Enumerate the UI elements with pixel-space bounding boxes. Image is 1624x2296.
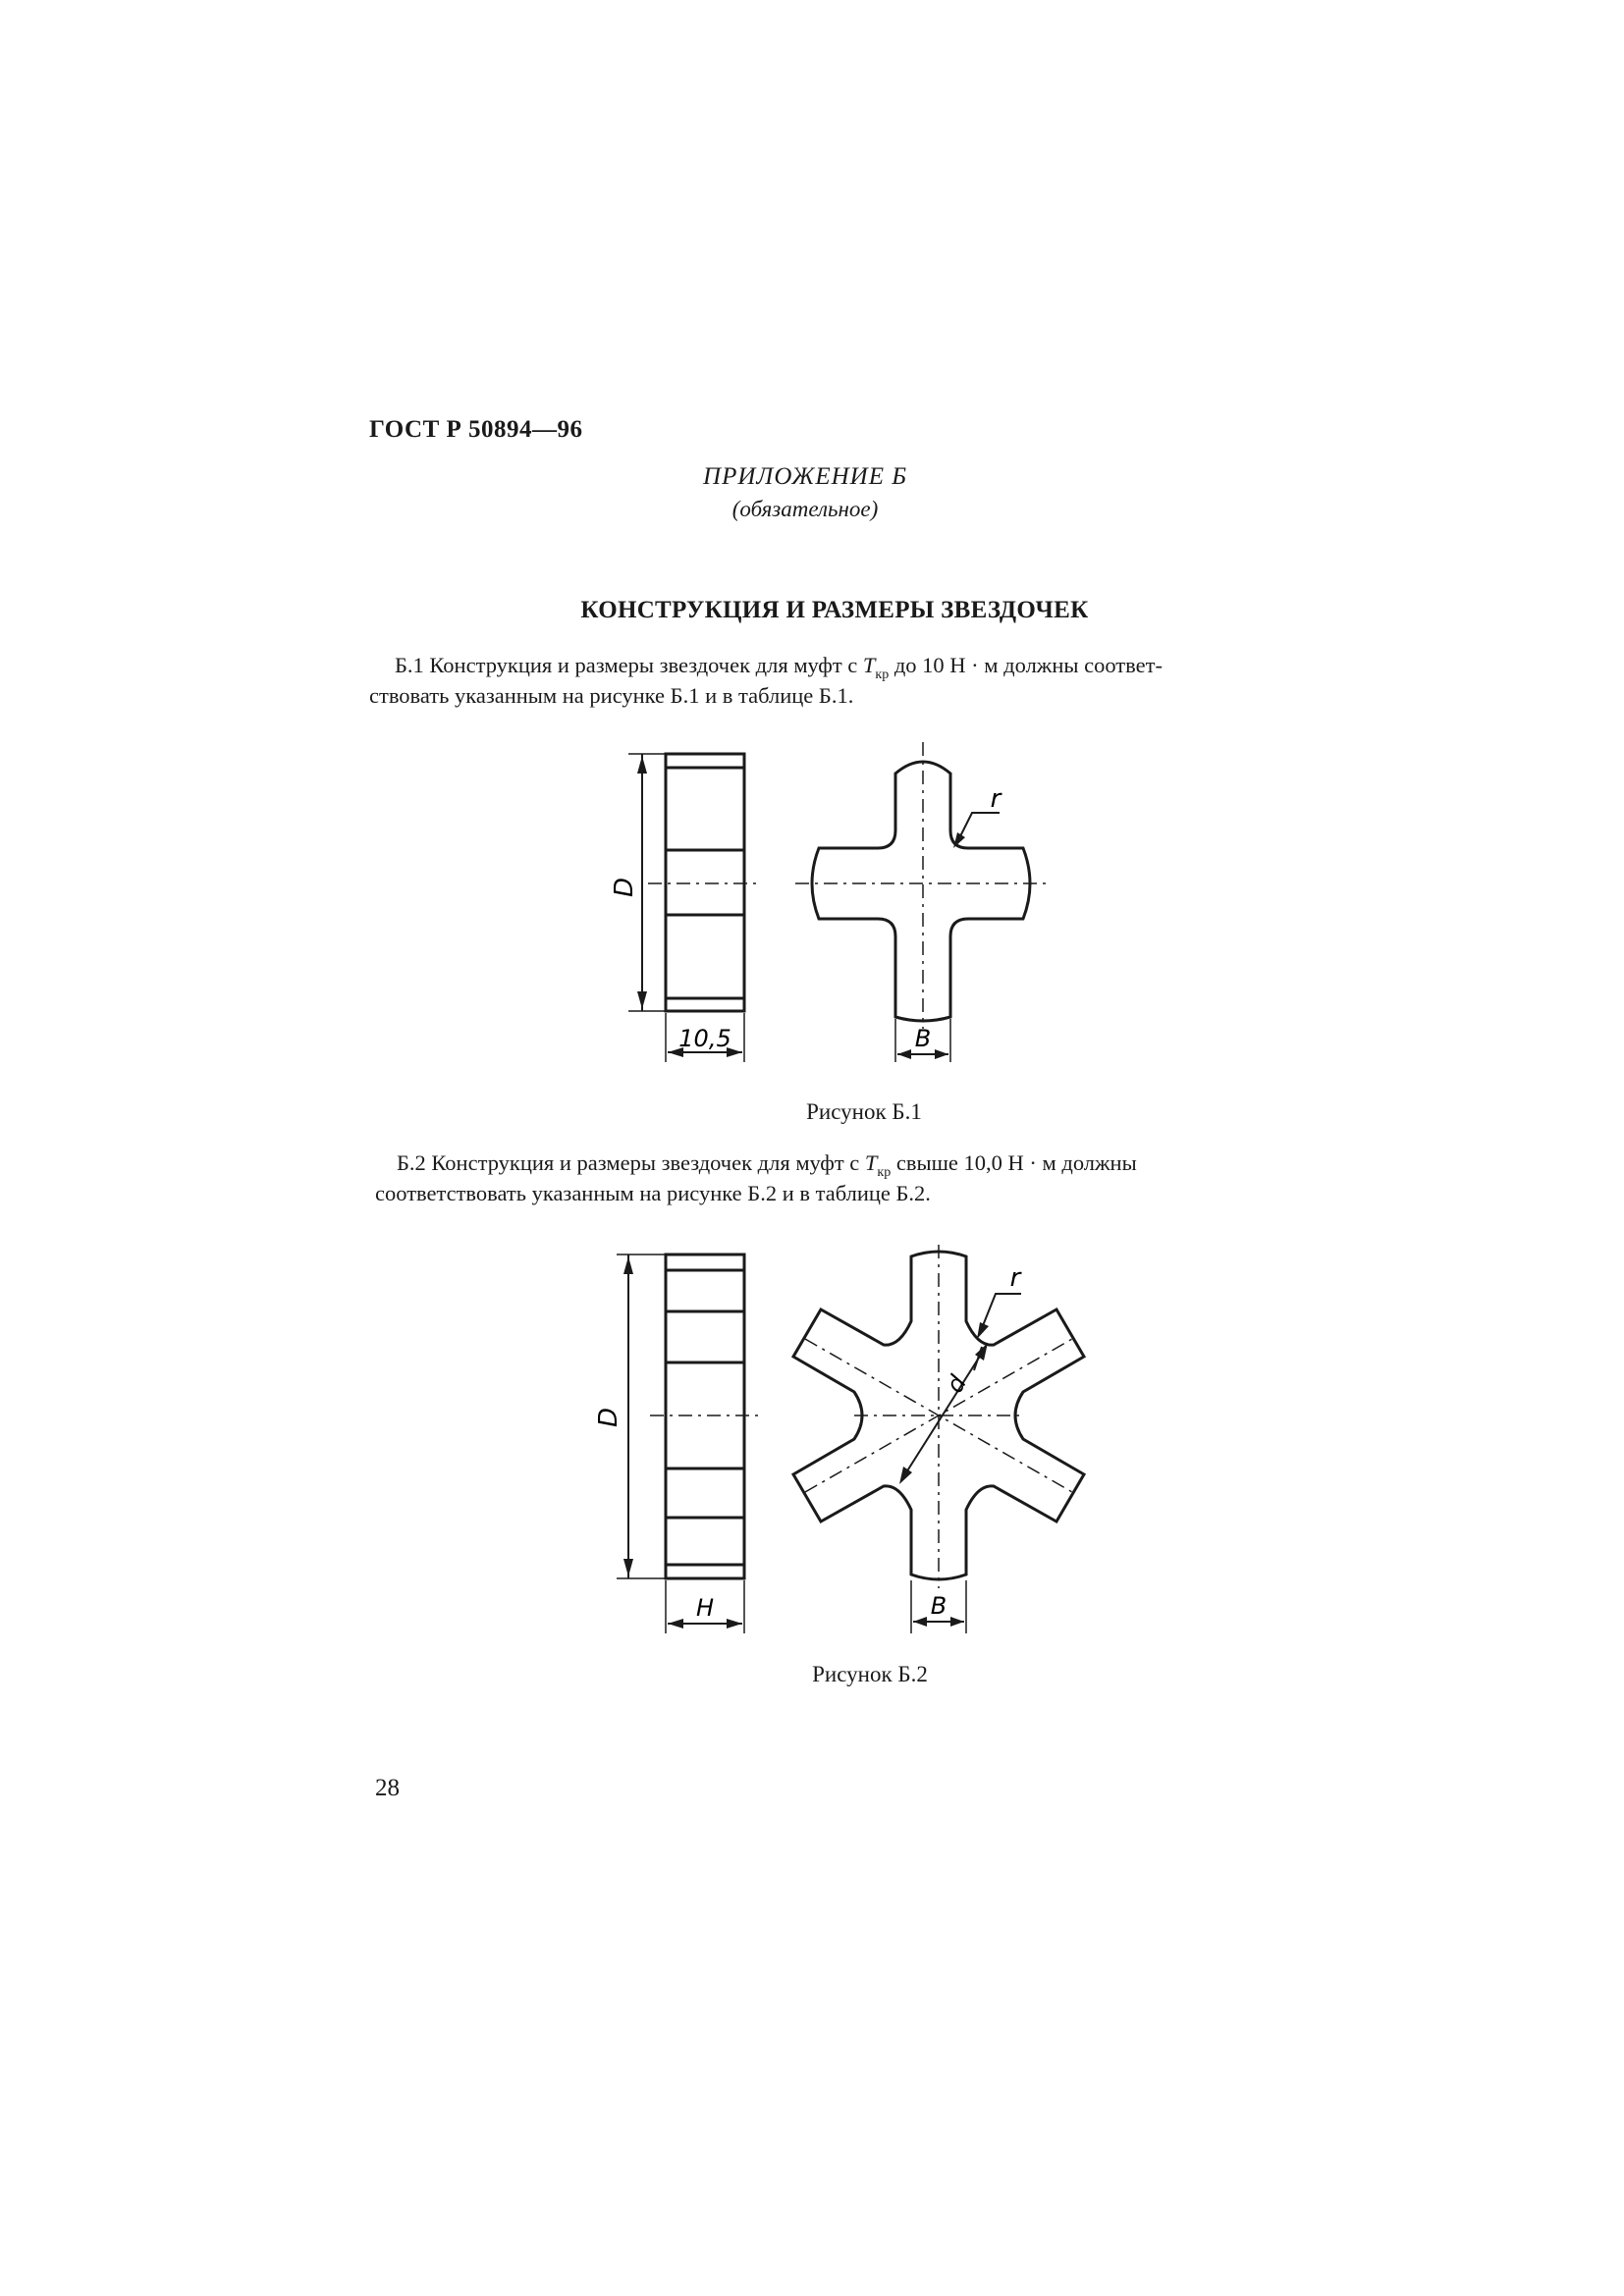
fig2-label-r: r	[1009, 1263, 1021, 1293]
section-title: КОНСТРУКЦИЯ И РАЗМЕРЫ ЗВЕЗДОЧЕК	[580, 597, 1089, 623]
paragraph-b2-line2: соответствовать указанным на рисунке Б.2 и в таблице Б.2.	[375, 1181, 931, 1205]
torque-symbol: T	[862, 653, 876, 677]
figure-b1-caption: Рисунок Б.1	[806, 1099, 922, 1124]
appendix-subtitle: (обязательное)	[731, 497, 879, 521]
torque-symbol-2: T	[864, 1150, 878, 1175]
fig2-label-d: D	[594, 1407, 623, 1428]
fig1-label-width: 10,5	[678, 1025, 731, 1052]
page-number: 28	[375, 1775, 400, 1801]
fig2-label-d-small: d	[941, 1370, 972, 1398]
paragraph-b1-text-a: Б.1 Конструкция и размеры звездочек для муфт с	[395, 653, 863, 677]
torque-subscript: кр	[875, 667, 890, 682]
paragraph-b1-line2: ствовать указанным на рисунке Б.1 и в таблице Б.1.	[369, 683, 854, 708]
fig2-side-view	[666, 1255, 744, 1578]
paragraph-b2-text-b: свыше 10,0 Н · м должны	[891, 1150, 1137, 1175]
fig1-label-r: r	[990, 784, 1001, 814]
torque-subscript-2: кр	[877, 1165, 892, 1180]
paragraph-b1-text-b: до 10 Н · м должны соответ-	[889, 653, 1163, 677]
fig2-label-h: H	[695, 1594, 715, 1622]
figure-b2-caption: Рисунок Б.2	[812, 1662, 928, 1686]
document-header: ГОСТ Р 50894—96	[369, 416, 583, 443]
fig2-label-b: B	[930, 1592, 947, 1620]
appendix-title: ПРИЛОЖЕНИЕ Б	[703, 463, 907, 490]
fig1-label-b: B	[914, 1025, 932, 1052]
fig1-label-d: D	[610, 877, 639, 898]
paragraph-b2-text-a: Б.2 Конструкция и размеры звездочек для муфт с	[397, 1150, 865, 1175]
